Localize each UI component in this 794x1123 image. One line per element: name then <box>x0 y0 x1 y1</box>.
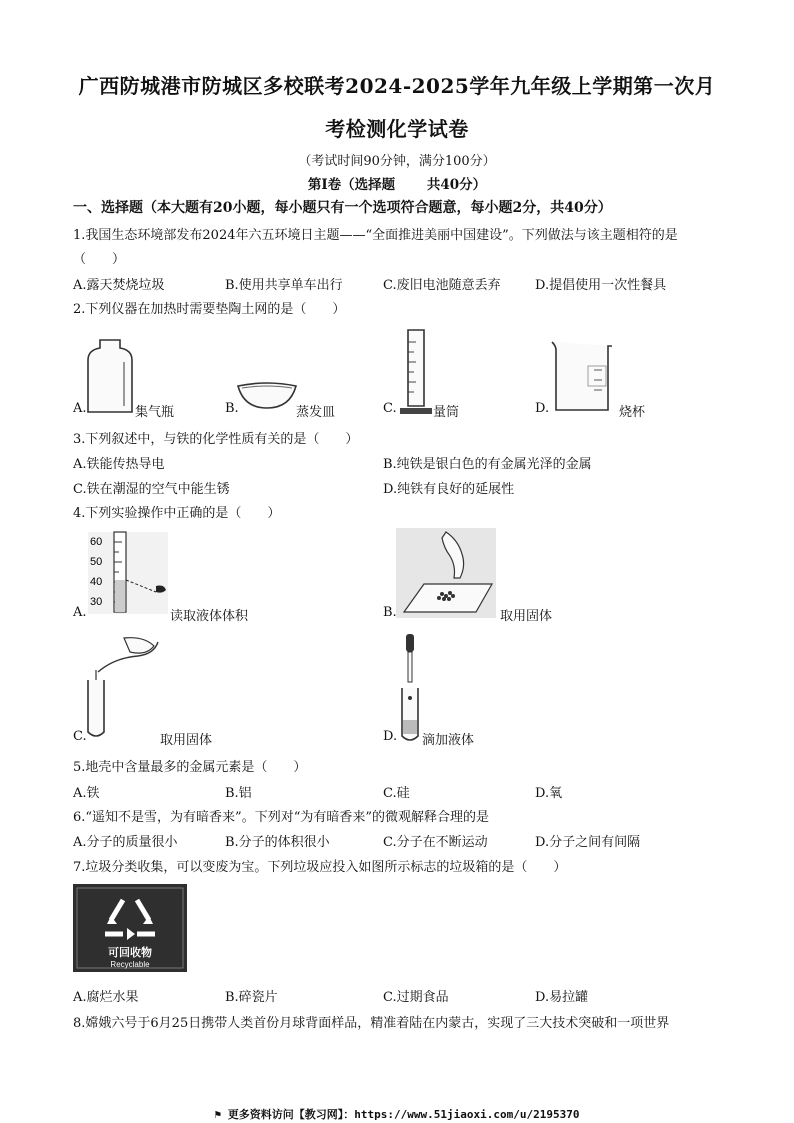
sign-text-en: Recyclable <box>110 960 150 969</box>
gas-jar-figure <box>84 336 136 416</box>
q2-letter-a: A. <box>73 401 87 416</box>
q1-stem: 1.我国生态环境部发布2024年六五环境日主题——“全面推进美丽中国建设”。下列做法与该主题相符的是 <box>73 228 678 243</box>
volume-title: 第Ⅰ卷（选择题 共40分） <box>307 177 487 193</box>
q4-label-b: 取用固体 <box>500 609 553 624</box>
q5-option-a: A.铁 <box>73 786 100 801</box>
recyclable-sign <box>73 884 187 972</box>
footer <box>0 1106 794 1122</box>
q4-stem: 4.下列实验操作中正确的是（ ） <box>73 506 281 521</box>
title-line-2: 考检测化学试卷 <box>325 117 469 141</box>
tick-30: 30 <box>90 596 103 608</box>
q4-label-d: 滴加液体 <box>422 733 475 748</box>
read-volume-figure <box>86 530 170 616</box>
q1-stem-paren: （ ） <box>73 252 126 267</box>
q7-option-c: C.过期食品 <box>383 990 449 1005</box>
flag-icon: ⚑ <box>214 1108 228 1121</box>
q7-option-b: B.碎瓷片 <box>225 990 278 1005</box>
q8-stem: 8.嫦娥六号于6月25日携带人类首份月球背面样品，精准着陆在内蒙古，实现了三大技术突破和一项世界 <box>73 1016 670 1031</box>
evaporating-dish-figure <box>234 378 300 412</box>
q3-stem: 3.下列叙述中，与铁的化学性质有关的是（ ） <box>73 432 359 447</box>
footer-link[interactable]: 更多资料访问【教习网】：https://www.51jiaoxi.com/u/2195370 <box>227 1108 580 1121</box>
q6-option-a: A.分子的质量很小 <box>73 835 178 850</box>
tick-40: 40 <box>90 576 103 588</box>
q4-letter-a: A. <box>73 605 87 620</box>
q2-stem: 2.下列仪器在加热时需要垫陶土网的是（ ） <box>73 302 346 317</box>
q4-letter-c: C. <box>73 729 87 744</box>
q5-stem: 5.地壳中含量最多的金属元素是（ ） <box>73 760 307 775</box>
q5-option-c: C.硅 <box>383 786 410 801</box>
q3-option-b: B.纯铁是银白色的有金属光泽的金属 <box>383 457 592 472</box>
q6-stem: 6.“遥知不是雪，为有暗香来”。下列对“为有暗香来”的微观解释合理的是 <box>73 810 489 825</box>
q7-option-d: D.易拉罐 <box>535 990 589 1005</box>
q2-label-c: 量筒 <box>433 405 460 420</box>
q2-letter-c: C. <box>383 401 397 416</box>
q4-letter-d: D. <box>383 729 398 744</box>
q2-label-b: 蒸发皿 <box>296 405 336 420</box>
q2-letter-d: D. <box>535 401 550 416</box>
beaker-figure <box>548 340 616 414</box>
sign-text-cn: 可回收物 <box>108 946 152 959</box>
q7-option-a: A.腐烂水果 <box>73 990 139 1005</box>
q4-label-c: 取用固体 <box>160 733 213 748</box>
q2-label-a: 集气瓶 <box>135 405 175 420</box>
tube-solid-figure <box>84 632 164 742</box>
q1-option-b: B.使用共享单车出行 <box>225 278 343 293</box>
q4-letter-b: B. <box>383 605 397 620</box>
dropper-figure <box>398 632 422 744</box>
q6-option-c: C.分子在不断运动 <box>383 835 488 850</box>
exam-info: （考试时间90分钟，满分100分） <box>298 154 496 169</box>
q3-option-d: D.纯铁有良好的延展性 <box>383 482 515 497</box>
tick-60: 60 <box>90 536 103 548</box>
tick-50: 50 <box>90 556 103 568</box>
title-line-1: 广西防城港市防城区多校联考2024-2025学年九年级上学期第一次月 <box>78 74 716 98</box>
q5-option-b: B.铝 <box>225 786 252 801</box>
q1-option-a: A.露天焚烧垃圾 <box>73 278 165 293</box>
graduated-cylinder-figure <box>398 328 434 416</box>
q4-label-a: 读取液体体积 <box>170 609 249 624</box>
q7-stem: 7.垃圾分类收集，可以变废为宝。下列垃圾应投入如图所示标志的垃圾箱的是（ ） <box>73 860 567 875</box>
q2-letter-b: B. <box>225 401 239 416</box>
q6-option-d: D.分子之间有间隔 <box>535 835 641 850</box>
q1-option-d: D.提倡使用一次性餐具 <box>535 278 667 293</box>
q1-option-c: C.废旧电池随意丢弃 <box>383 278 501 293</box>
q5-option-d: D.氧 <box>535 786 563 801</box>
section-heading: 一、选择题（本大题有20小题，每小题只有一个选项符合题意，每小题2分，共40分） <box>73 200 612 216</box>
take-solid-hand-figure <box>396 528 496 618</box>
q3-option-c: C.铁在潮湿的空气中能生锈 <box>73 482 230 497</box>
q2-label-d: 烧杯 <box>619 405 646 420</box>
q6-option-b: B.分子的体积很小 <box>225 835 330 850</box>
q3-option-a: A.铁能传热导电 <box>73 457 165 472</box>
